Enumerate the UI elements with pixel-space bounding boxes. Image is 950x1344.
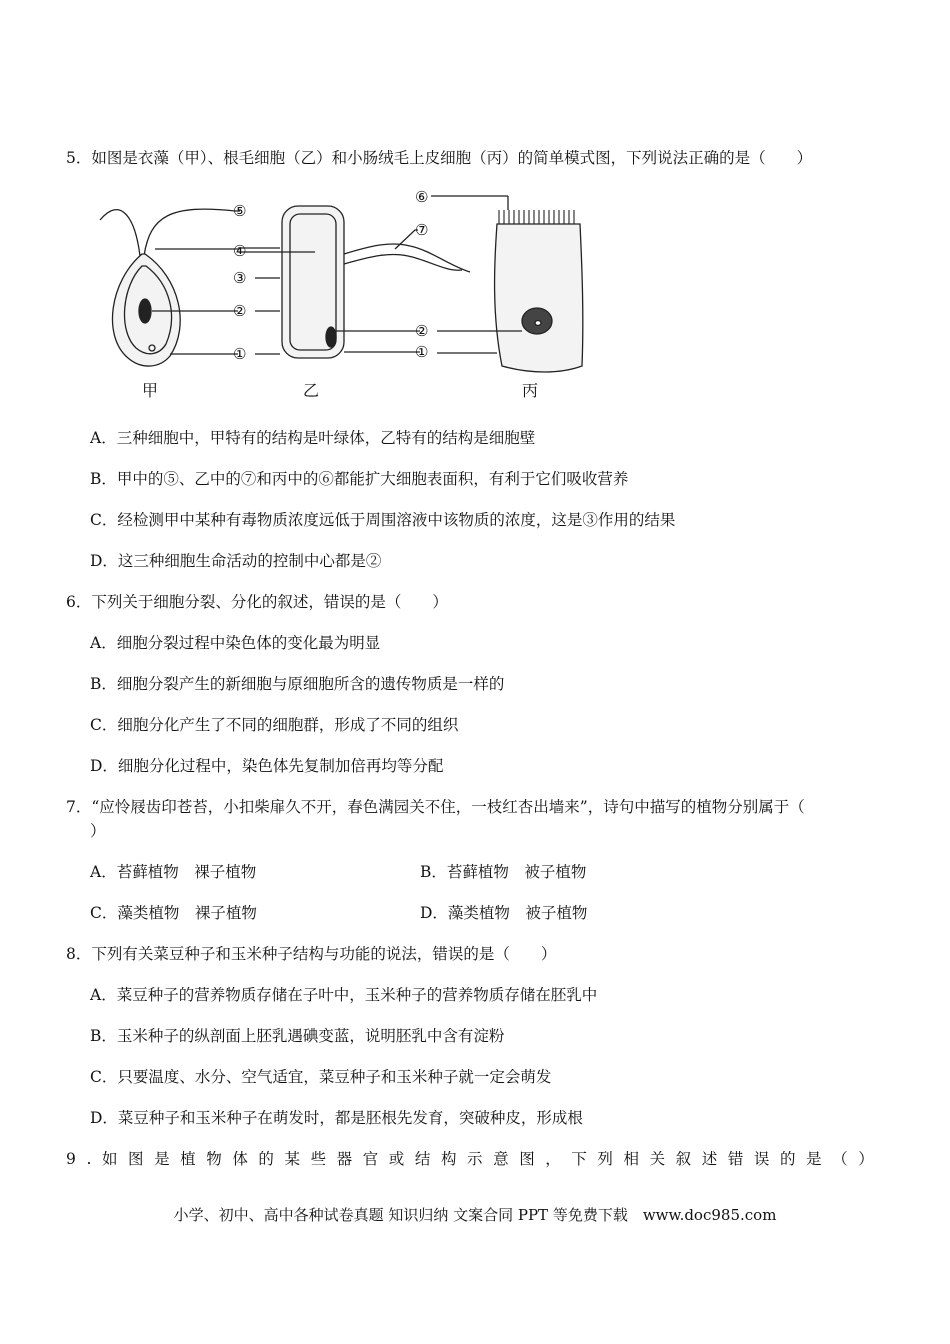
question-9-stem-char: 官 [362,1150,379,1168]
question-8-option-d: D．菜豆种子和玉米种子在萌发时，都是胚根先发育，突破种皮，形成根 [90,1109,583,1127]
question-9-stem-char: 的 [779,1150,796,1168]
figure-label: ⑥ [415,188,429,206]
question-8-option-b: B．玉米种子的纵剖面上胚乳遇碘变蓝，说明胚乳中含有淀粉 [90,1027,505,1045]
question-9-stem-char: 错 [727,1150,744,1168]
question-9-stem-char: ， [545,1150,561,1168]
question-9-stem [66,1149,874,1169]
question-7-stem-end: ） [90,822,106,840]
figure-label: ③ [233,269,247,287]
page-footer: 小学、初中、高中各种试卷真题 知识归纳 文案合同 PPT 等免费下载 www.doc985.com [173,1206,777,1224]
intestinal-epithelial-cell [495,210,583,372]
question-8-option-a: A．菜豆种子的营养物质存储在子叶中，玉米种子的营养物质存储在胚乳中 [90,986,598,1004]
question-9-stem-char: 些 [310,1150,327,1168]
question-9-stem-char: 示 [467,1150,483,1168]
question-7-stem: 7．“应怜屐齿印苍苔，小扣柴扉久不开，春色满园关不住，一枝红杏出墙来”，诗句中描写的植物分别属于（ [66,798,805,816]
question-9-stem-char: 列 [597,1150,613,1168]
question-9-stem-char: 关 [649,1150,666,1168]
question-9-stem-char: 意 [493,1150,509,1168]
question-9-stem-char: 植 [180,1150,196,1168]
question-5-option-c: C．经检测甲中某种有毒物质浓度远低于周围溶液中该物质的浓度，这是③作用的结果 [90,511,676,529]
question-9-stem-char: 物 [206,1150,222,1168]
question-9-stem-char: 叙 [675,1150,692,1168]
question-5-option-d: D．这三种细胞生命活动的控制中心都是② [90,552,382,570]
question-6-option-b: B．细胞分裂产生的新细胞与原细胞所含的遗传物质是一样的 [90,675,505,693]
question-9-stem-char: 误 [753,1150,770,1168]
figure-caption: 甲 [142,381,159,400]
question-6-stem: 6．下列关于细胞分裂、分化的叙述，错误的是（ ） [66,593,448,611]
question-5-stem: 5．如图是衣藻（甲）、根毛细胞（乙）和小肠绒毛上皮细胞（丙）的简单模式图，下列说法正确的是（ ） [66,149,813,167]
question-9-stem-char: 结 [414,1150,431,1168]
figure-label: ④ [233,242,247,260]
question-9-stem-char: 是 [806,1150,822,1168]
question-9-stem-char: 器 [336,1150,353,1168]
question-6-option-c: C．细胞分化产生了不同的细胞群，形成了不同的组织 [90,716,459,734]
question-7-option-c: C．藻类植物 裸子植物 [90,904,257,922]
question-9-stem-char: 相 [623,1150,640,1168]
figure-label: ⑦ [415,221,429,239]
figure-caption: 乙 [303,381,320,400]
question-8-option-c: C．只要温度、水分、空气适宜，菜豆种子和玉米种子就一定会萌发 [90,1068,552,1086]
figure-caption: 丙 [522,381,539,400]
question-9-stem-char: 构 [440,1150,457,1168]
question-9-stem-char: 的 [258,1150,274,1168]
question-7-option-b: B．苔藓植物 被子植物 [420,863,587,881]
cell-diagram [90,186,610,404]
question-6-option-a: A．细胞分裂过程中染色体的变化最为明显 [90,634,381,652]
question-9-stem-char: 图 [128,1150,144,1168]
question-9-stem-char: 体 [232,1150,248,1168]
question-6-option-d: D．细胞分化过程中，染色体先复制加倍再均等分配 [90,757,444,775]
figure-label: ① [415,343,429,361]
figure-label: ② [415,322,429,340]
question-8-stem: 8．下列有关菜豆种子和玉米种子结构与功能的说法，错误的是（ ） [66,945,557,963]
figure-label: ① [233,345,247,363]
question-7-option-d: D．藻类植物 被子植物 [420,904,588,922]
question-9-stem-char: （ [832,1150,848,1168]
chlamydomonas-cell [100,209,235,366]
root-hair-cell [282,206,470,358]
question-9-stem-char: . [86,1150,92,1168]
question-9-stem-char: 述 [701,1150,718,1168]
question-5-option-a: A．三种细胞中，甲特有的结构是叶绿体，乙特有的结构是细胞壁 [90,429,536,447]
question-9-stem-char: 9 [66,1150,76,1168]
question-9-stem-char: 图 [519,1150,535,1168]
question-7-option-a: A．苔藓植物 裸子植物 [90,863,257,881]
question-9-stem-char: 或 [388,1150,405,1168]
question-9-stem-char: 下 [571,1150,587,1168]
figure-label: ⑤ [233,202,247,220]
question-9-stem-char: 某 [284,1150,300,1168]
question-9-stem-char: 如 [101,1150,118,1168]
question-9-stem-char: 是 [154,1150,170,1168]
question-9-stem-char: ） [858,1150,874,1168]
figure-label: ② [233,302,247,320]
question-5-option-b: B．甲中的⑤、乙中的⑦和丙中的⑥都能扩大细胞表面积，有利于它们吸收营养 [90,470,629,488]
